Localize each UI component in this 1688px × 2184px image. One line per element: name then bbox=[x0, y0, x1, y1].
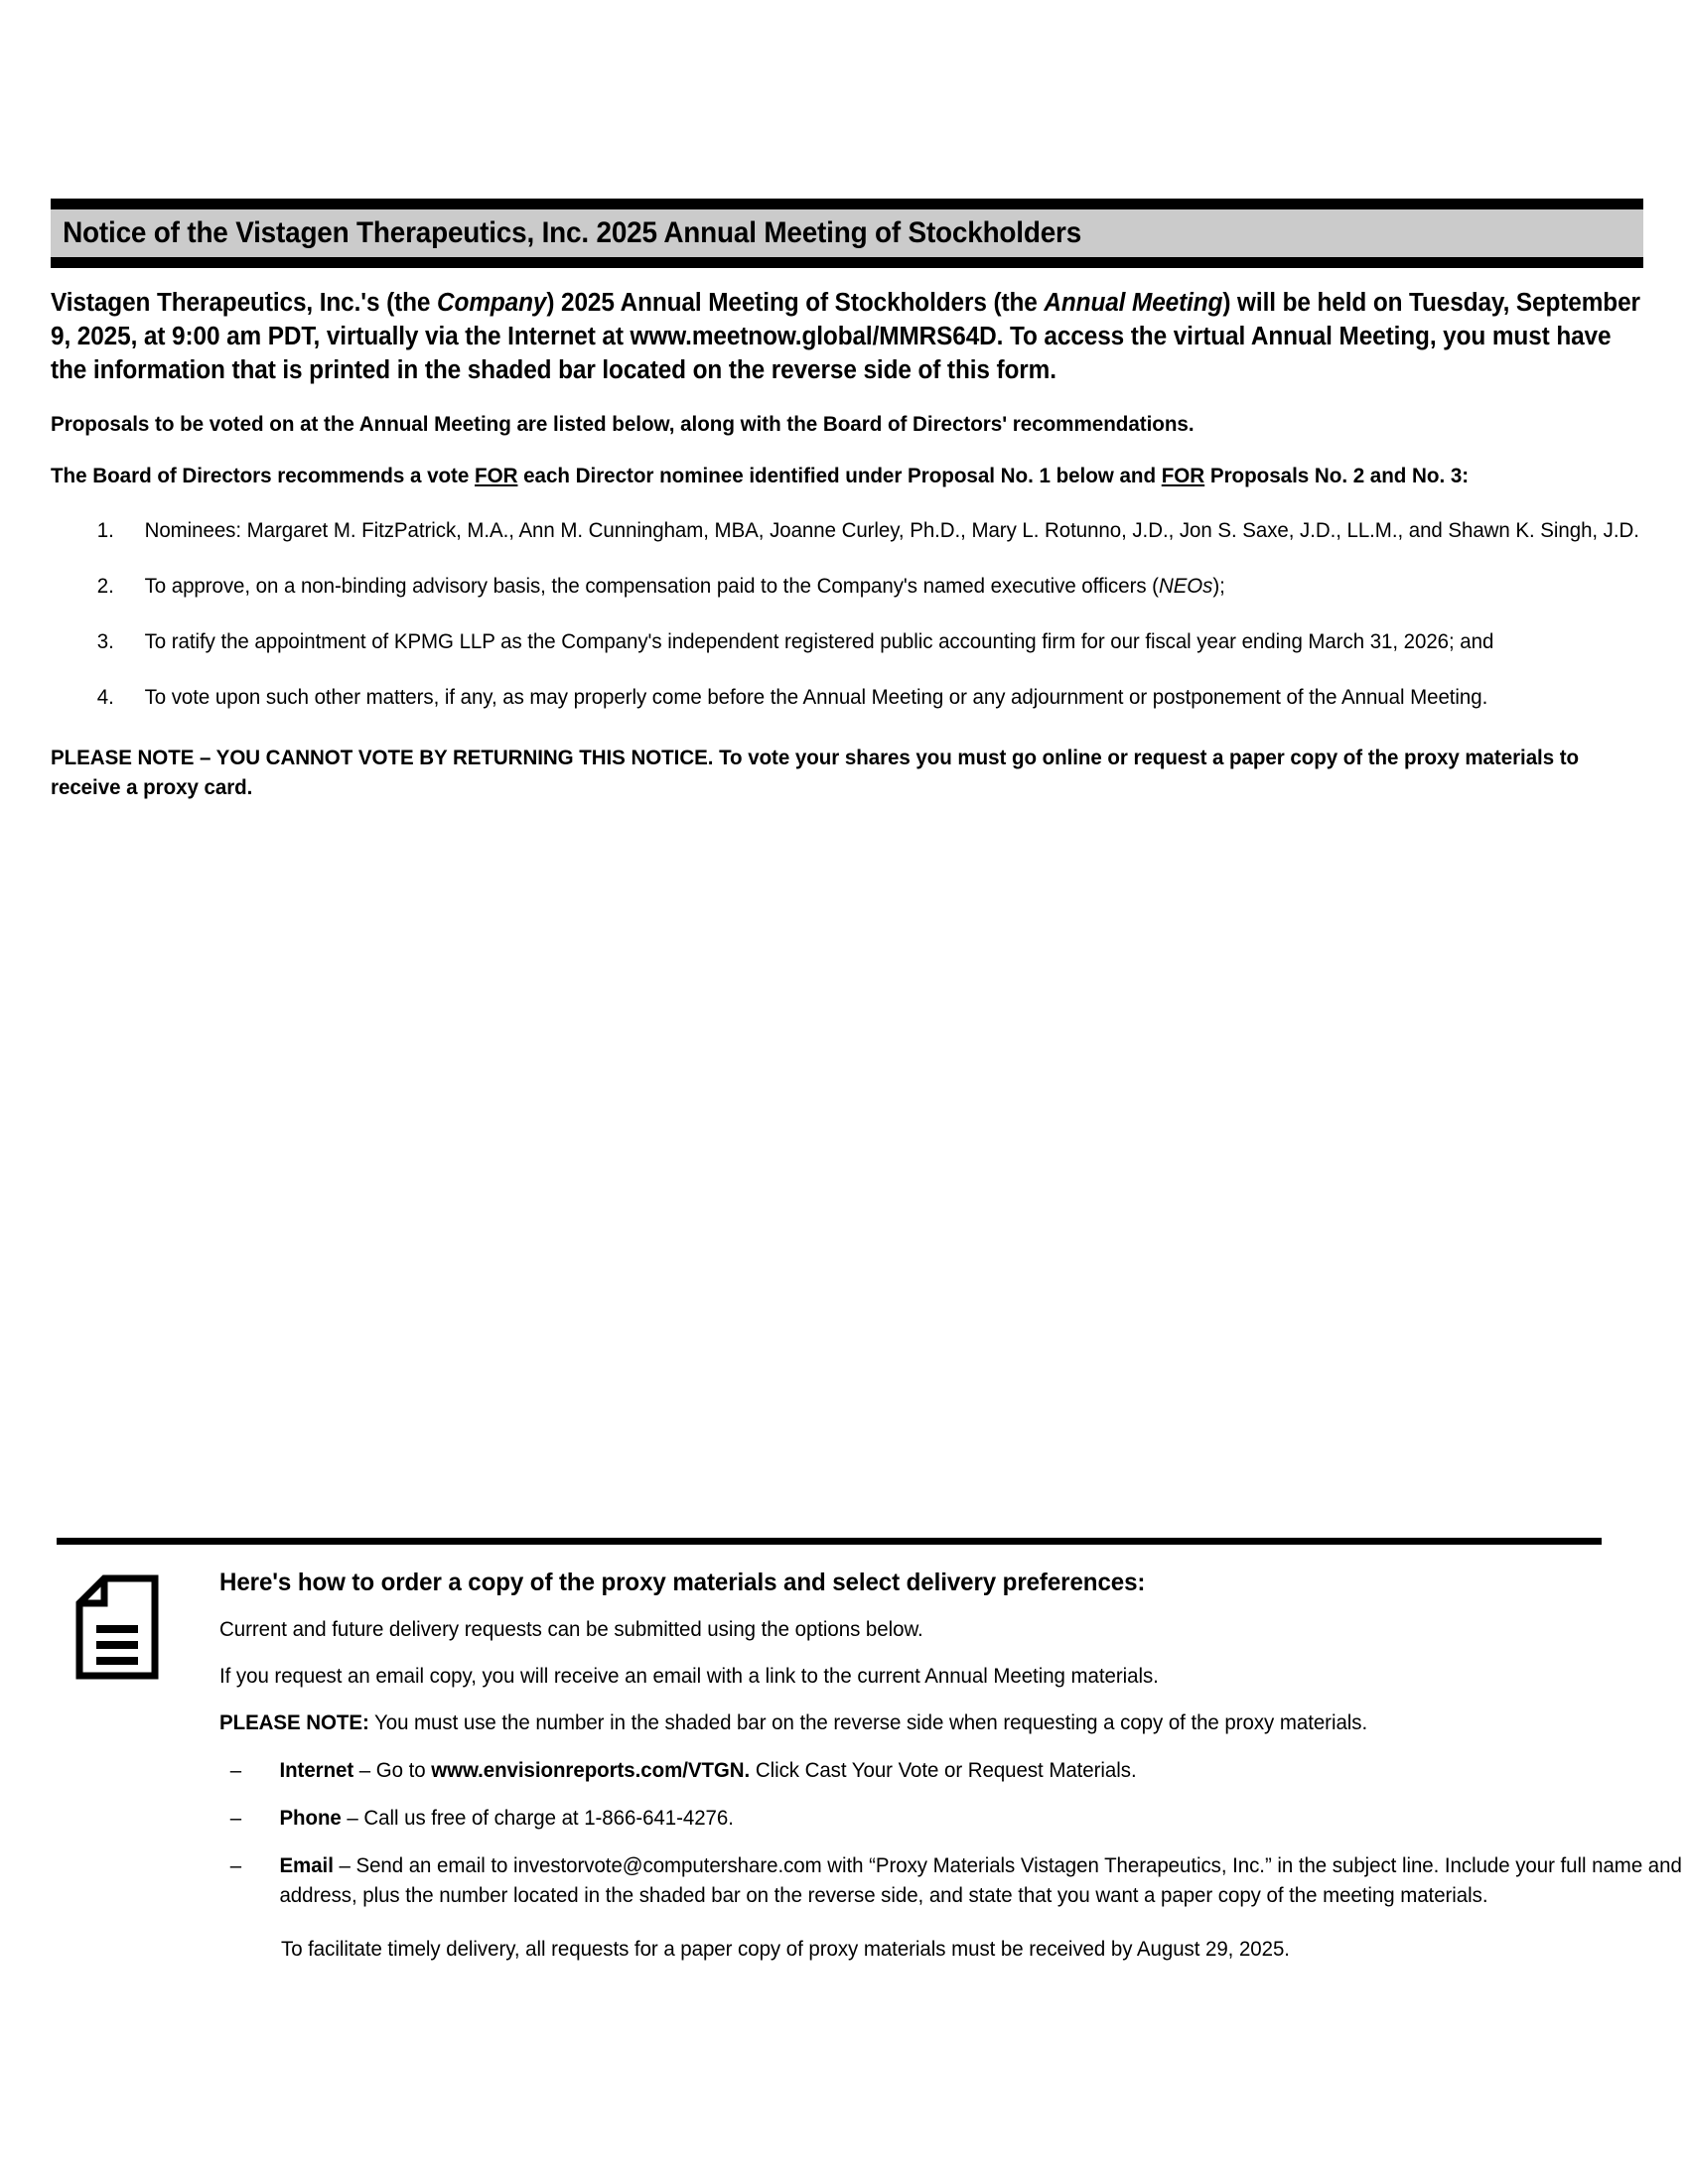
recommendation-for-2: FOR bbox=[1161, 464, 1205, 487]
list-item bbox=[51, 683, 1688, 713]
recommendation-for-1: FOR bbox=[475, 464, 518, 487]
proposals-intro: Proposals to be voted on at the Annual Meeting are listed below, along with the Board of Directors' recommendations. bbox=[51, 412, 1195, 436]
list-item bbox=[51, 627, 1688, 657]
header-gray-bar bbox=[51, 209, 1643, 257]
proposal-italic-neos: NEOs bbox=[1158, 575, 1213, 598]
option-internet-mid: – Go to bbox=[353, 1759, 432, 1782]
proposal-number: 3. bbox=[96, 630, 114, 653]
option-internet-url[interactable]: www.envisionreports.com/VTGN. bbox=[431, 1759, 751, 1782]
order-please-note bbox=[219, 1708, 1688, 1738]
please-note-paragraph: PLEASE NOTE – YOU CANNOT VOTE BY RETURNING THIS NOTICE. To vote your shares you must go online or request a paper copy of the proxy materials to receive a proxy card. bbox=[51, 746, 1580, 799]
order-materials-section bbox=[51, 1564, 1682, 1965]
footer-divider bbox=[57, 1538, 1602, 1545]
option-email-mid: – Send an email to investorvote@computershare.com with “Proxy Materials Vistagen Therapeutics, Inc.” in the subject line. Include your full name and address, plus the number located in the shaded bar on the reverse side, and state that you want a paper copy of the meeting materials. bbox=[279, 1854, 1682, 1907]
order-line-current-future: Current and future delivery requests can be submitted using the options below. bbox=[219, 1618, 923, 1641]
option-label-email: Email bbox=[279, 1854, 334, 1877]
option-internet-rest: Click Cast Your Vote or Request Materials. bbox=[750, 1759, 1137, 1782]
proposal-number: 2. bbox=[96, 575, 114, 598]
proposal-text-2: To approve, on a non-binding advisory basis, the compensation paid to the Company's named executive officers ( bbox=[144, 575, 1159, 598]
intro-part3: ) will be held on Tuesday, September 9, 2025, at 9:00 am PDT, virtually via the Internet at www.meetnow.global/MMRS64D. To access the virtual Annual Meeting, you must have the information that is printed in the shaded bar located on the reverse side of this form. bbox=[51, 289, 1640, 384]
list-item-email bbox=[219, 1851, 1688, 1911]
proposal-text-4: To vote upon such other matters, if any, as may properly come before the Annual Meeting or any adjournment or postponement of the Annual Meeting. bbox=[144, 686, 1488, 709]
intro-italic-company: Company bbox=[437, 289, 547, 317]
proposal-number: 1. bbox=[96, 519, 114, 542]
proposal-text-2b: ); bbox=[1212, 575, 1225, 598]
board-recommendation bbox=[51, 461, 1642, 490]
document-icon bbox=[74, 1573, 160, 1681]
option-phone-mid: – Call us free of charge at 1-866-641-4276. bbox=[341, 1807, 734, 1830]
list-item-internet bbox=[219, 1756, 1688, 1786]
notice-header bbox=[51, 199, 1643, 268]
order-please-note-label: PLEASE NOTE: bbox=[219, 1711, 369, 1734]
notice-body bbox=[51, 286, 1643, 802]
recommendation-part2: each Director nominee identified under Proposal No. 1 below and bbox=[517, 464, 1162, 487]
intro-part2: ) 2025 Annual Meeting of Stockholders (the bbox=[546, 289, 1045, 317]
header-rule-top bbox=[51, 199, 1643, 209]
proposal-number: 4. bbox=[96, 686, 114, 709]
order-line-email-copy: If you request an email copy, you will receive an email with a link to the current Annual Meeting materials. bbox=[219, 1665, 1159, 1688]
proposal-text-3: To ratify the appointment of KPMG LLP as the Company's independent registered public accounting firm for our fiscal year ending March 31, 2026; and bbox=[144, 630, 1494, 653]
list-item bbox=[51, 572, 1688, 602]
option-label-phone: Phone bbox=[279, 1807, 342, 1830]
recommendation-part3: Proposals No. 2 and No. 3: bbox=[1204, 464, 1470, 487]
bullet-dash-icon: – bbox=[229, 1807, 242, 1830]
bullet-dash-icon: – bbox=[229, 1854, 242, 1877]
proposals-list bbox=[51, 516, 1643, 713]
document-icon-container bbox=[51, 1564, 219, 1686]
intro-paragraph bbox=[51, 286, 1641, 387]
intro-part1: Vistagen Therapeutics, Inc.'s (the bbox=[51, 289, 438, 317]
bullet-dash-icon: – bbox=[229, 1759, 242, 1782]
order-closing-note: To facilitate timely delivery, all requests for a paper copy of proxy materials must be received by August 29, 2025. bbox=[281, 1938, 1290, 1961]
recommendation-part1: The Board of Directors recommends a vote bbox=[51, 464, 476, 487]
order-instructions bbox=[219, 1564, 1688, 1965]
option-label-internet: Internet bbox=[279, 1759, 354, 1782]
header-rule-bottom bbox=[51, 257, 1643, 268]
order-please-note-rest: You must use the number in the shaded bar on the reverse side when requesting a copy of the proxy materials. bbox=[368, 1711, 1368, 1734]
proposal-text-1: Nominees: Margaret M. FitzPatrick, M.A., Ann M. Cunningham, MBA, Joanne Curley, Ph.D., Mary L. Rotunno, J.D., Jon S. Saxe, J.D., LL.M., and Shawn K. Singh, J.D. bbox=[144, 519, 1639, 542]
order-options-list bbox=[219, 1756, 1688, 1911]
list-item-phone bbox=[219, 1804, 1688, 1834]
intro-italic-annual-meeting: Annual Meeting bbox=[1044, 289, 1223, 317]
list-item bbox=[51, 516, 1688, 546]
order-heading: Here's how to order a copy of the proxy materials and select delivery preferences: bbox=[219, 1569, 1146, 1596]
page-title: Notice of the Vistagen Therapeutics, Inc. 2025 Annual Meeting of Stockholders bbox=[63, 216, 1082, 249]
